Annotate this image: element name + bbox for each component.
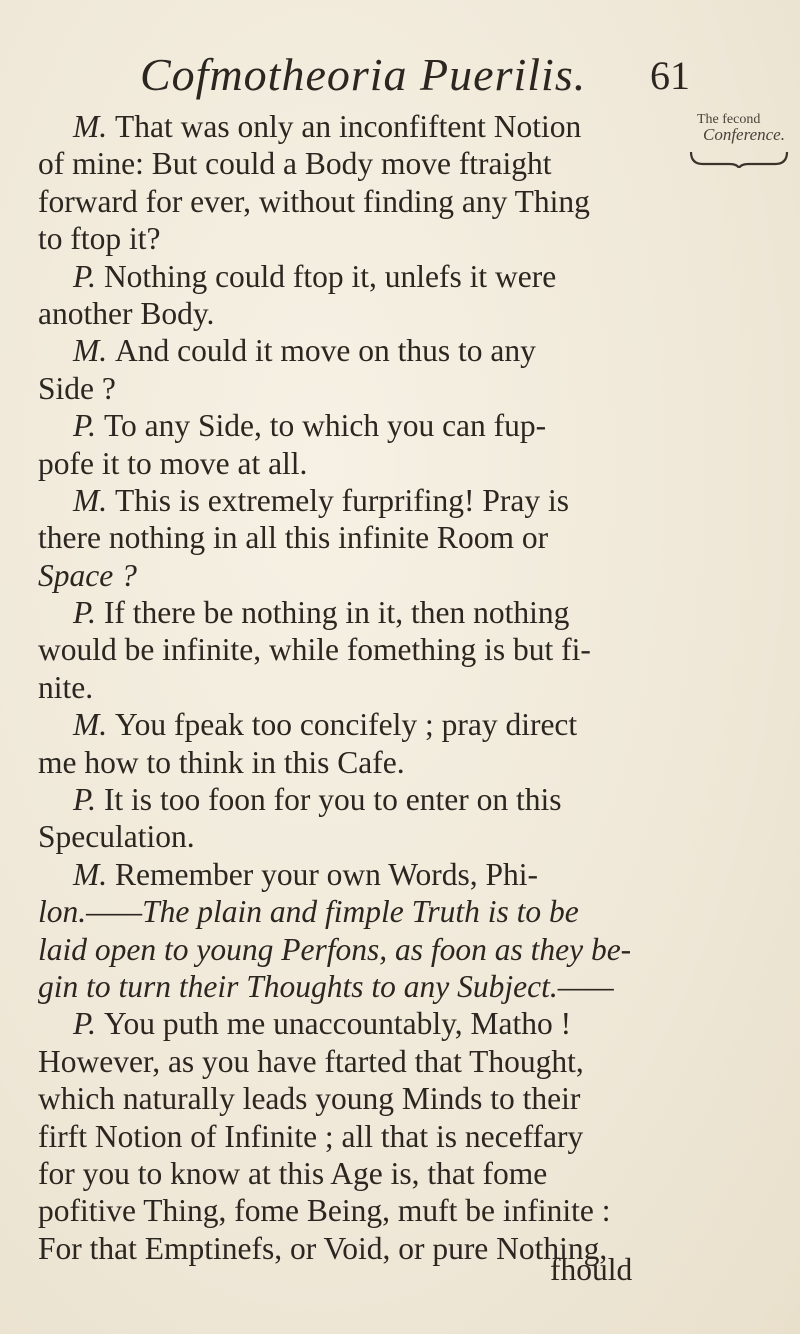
speaker: P. xyxy=(73,408,104,444)
page-header xyxy=(0,48,800,108)
text-line xyxy=(38,781,678,818)
line-text: laid open to young Perfons, as foon as they be- xyxy=(38,931,632,967)
text-line xyxy=(38,1155,678,1192)
text-line xyxy=(38,706,678,743)
text-line xyxy=(38,1005,678,1042)
text-line xyxy=(38,370,678,407)
margin-note-line: The fecond xyxy=(697,112,761,127)
speaker: M. xyxy=(73,707,115,743)
line-text: And could it move on thus to any xyxy=(115,333,536,369)
line-text: for you to know at this Age is, that fome xyxy=(38,1155,548,1191)
line-text: That was only an inconfiftent Notion xyxy=(115,109,582,144)
line-text: For that Emptinefs, or Void, or pure Nothing, xyxy=(38,1230,608,1266)
running-title: Cofmotheoria Puerilis. xyxy=(140,49,587,100)
line-text: This is extremely furprifing! Pray is xyxy=(115,482,570,518)
speaker: M. xyxy=(73,109,115,144)
line-text: pofe it to move at all. xyxy=(38,445,308,481)
text-line xyxy=(38,557,678,594)
line-text: forward for ever, without finding any Thing xyxy=(38,183,590,219)
line-text: lon.——The plain and fimple Truth is to be xyxy=(38,894,579,930)
line-text: another Body. xyxy=(38,295,215,331)
text-line xyxy=(38,893,678,930)
line-text: of mine: But could a Body move ftraight xyxy=(38,146,552,182)
text-line xyxy=(38,108,678,145)
text-line xyxy=(38,1118,678,1155)
line-text: However, as you have ftarted that Thought, xyxy=(38,1043,584,1079)
text-line xyxy=(38,744,678,781)
line-text: Space ? xyxy=(38,557,137,593)
text-line xyxy=(38,183,678,220)
text-line xyxy=(38,295,678,332)
line-text: Remember your own Words, Phi- xyxy=(115,856,538,892)
text-line xyxy=(38,220,678,257)
body-text xyxy=(38,108,678,1267)
speaker: P. xyxy=(73,1006,104,1042)
text-line xyxy=(38,856,678,893)
text-line xyxy=(38,669,678,706)
text-line xyxy=(38,931,678,968)
line-text: to ftop it? xyxy=(38,221,161,257)
text-line xyxy=(38,1192,678,1229)
text-line xyxy=(38,968,678,1005)
catchword: fhould xyxy=(550,1252,633,1287)
text-line xyxy=(38,258,678,295)
line-text: If there be nothing in it, then nothing xyxy=(103,595,570,631)
brace-ornament xyxy=(689,148,789,168)
line-text: To any Side, to which you can fup- xyxy=(103,408,547,444)
page-number: 61 xyxy=(650,53,690,98)
text-line xyxy=(38,145,678,182)
line-text: Speculation. xyxy=(38,819,195,855)
line-text: You fpeak too concifely ; pray direct xyxy=(115,707,578,743)
text-line xyxy=(38,594,678,631)
line-text: firft Notion of Infinite ; all that is neceffary xyxy=(38,1118,584,1154)
text-line xyxy=(38,332,678,369)
line-text: Nothing could ftop it, unlefs it were xyxy=(103,258,557,294)
text-line xyxy=(38,482,678,519)
line-text: there nothing in all this infinite Room or xyxy=(38,520,549,556)
line-text: would be infinite, while fomething is but fi- xyxy=(38,632,591,668)
text-line xyxy=(38,631,678,668)
line-text: gin to turn their Thoughts to any Subject.—— xyxy=(38,968,614,1004)
speaker: P. xyxy=(73,258,104,294)
line-text: which naturally leads young Minds to their xyxy=(38,1081,581,1117)
line-text: It is too foon for you to enter on this xyxy=(103,782,562,818)
text-line xyxy=(38,818,678,855)
line-text: nite. xyxy=(38,669,94,705)
line-text: Side ? xyxy=(38,370,116,406)
line-text: pofitive Thing, fome Being, muft be infinite : xyxy=(38,1193,611,1229)
line-text: me how to think in this Cafe. xyxy=(38,744,405,780)
text-line xyxy=(38,1080,678,1117)
speaker: M. xyxy=(73,856,115,892)
text-line xyxy=(38,407,678,444)
text-line xyxy=(38,1043,678,1080)
margin-note-line: Conference. xyxy=(703,125,785,144)
speaker: P. xyxy=(73,595,104,631)
speaker: M. xyxy=(73,333,115,369)
text-line xyxy=(38,445,678,482)
speaker: P. xyxy=(73,782,104,818)
text-line xyxy=(38,519,678,556)
speaker: M. xyxy=(73,482,115,518)
line-text: You puth me unaccountably, Matho ! xyxy=(103,1006,572,1042)
